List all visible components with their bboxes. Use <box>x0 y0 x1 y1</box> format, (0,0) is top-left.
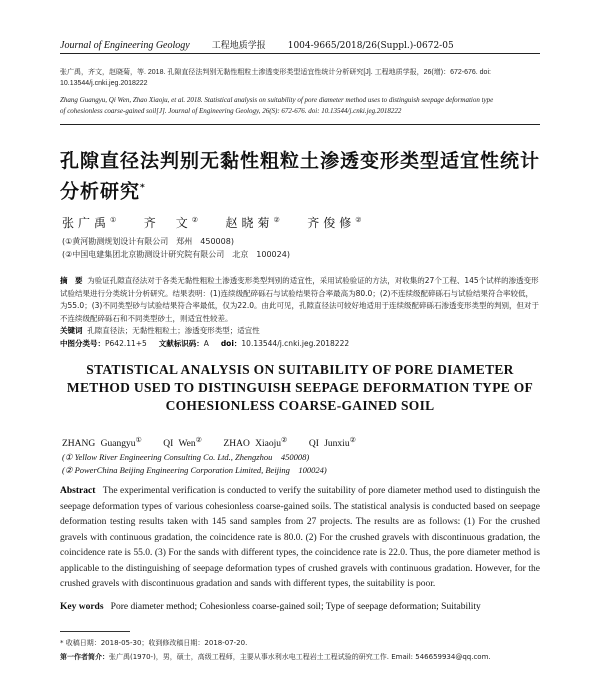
footnote-rule <box>60 631 130 632</box>
issue-code: 1004-9665/2018/26(Suppl.)-0672-05 <box>287 41 454 51</box>
footnote-bio-label: 第一作者简介： <box>60 653 109 661</box>
citation-rule <box>60 124 540 125</box>
en-author: ZHANG Guangyu① <box>62 436 142 450</box>
en-keywords-label: Key words <box>60 602 104 612</box>
cn-affiliation: (②中国电建集团北京勘测设计研究院有限公司 北京 100024) <box>62 250 290 259</box>
cn-author: 张广禹① <box>62 216 121 230</box>
cn-title-footnote-mark: * <box>140 183 146 193</box>
citation-en <box>60 95 540 117</box>
cn-title <box>60 148 540 205</box>
cn-keywords: 孔隙直径法；无黏性粗粒土；渗透变形类型；适宜性 <box>87 326 260 335</box>
cn-authors <box>62 214 366 231</box>
en-affiliation: (① Yellow River Engineering Consulting Co. Ltd., Zhengzhou 450008) <box>62 452 310 462</box>
en-abstract-text: The experimental verification is conducted to verify the suitability of pore diameter method used to distinguish the seepage deformation types of various cohesionless coarse-gained soils. The statistical analysis is conducted based on seepage deformation testing results taken with 145 sand samples from 27 projects. The results are as follows: (1) For the crushed gravels with continuous gradation, the coincidence rate is 80.0. (2) For the crushed gravels with discontinuous gradation, the coincidence rate is 55.0. (3) For the sands with different types, the coincidence rate is 22.0. Thus, the pore diameter method is applicable to the distinguishing of seepage deformation types of crushed gravels with continuous gradation. However, for the crushed gravels with discontinuous gradation and sands with different types, the suitability is poor. <box>60 486 541 589</box>
citation-en-line-2: of cohesionless coarse-gained soil[J]. Journal of Engineering Geology, 26(S): 672-676. doi: 10.13544/j.cnki.jeg.2018222 <box>60 107 402 115</box>
citation-en-line-1: Zhang Guangyu, Qi Wen, Zhao Xiaoju, et al. 2018. Statistical analysis on suitability of pore diameter method uses to distinguish seepage deformation type <box>60 96 494 104</box>
en-author: QI Junxiu② <box>308 436 356 450</box>
cn-classification: 中图分类号：P642.11+5 文献标识码：A doi：10.13544/j.cnki.jeg.2018222 <box>60 338 350 348</box>
en-authors <box>62 436 356 449</box>
footnote-received: * 收稿日期：2018-05-30；收到修改稿日期：2018-07-20. <box>60 639 248 647</box>
citation-cn-line-1: 张广禹，齐文，赵晓菊，等. 2018. 孔隙直径法判别无黏性粗粒土渗透变形类型适宜性统计分析研究[J]. 工程地质学报，26(增)：672-676. doi: <box>60 69 491 76</box>
en-author: ZHAO Xiaoju② <box>223 436 288 450</box>
en-keywords <box>60 602 550 612</box>
header-rule <box>60 53 540 54</box>
cn-author: 齐 文② <box>143 216 203 230</box>
en-abstract <box>60 484 540 593</box>
cn-keywords-label: 关键词 <box>60 326 83 335</box>
en-author: QI Wen② <box>163 436 202 450</box>
footnote-bio <box>60 652 491 662</box>
cn-affiliation: (①黄河勘测规划设计有限公司 郑州 450008) <box>62 237 234 246</box>
footnote-bio-text: 张广禹(1970-)，男，硕士，高级工程师，主要从事水利水电工程岩土工程试验的研究工作. Email: 546659934@qq.com. <box>109 653 491 661</box>
cn-abstract-label: 摘 要 <box>60 276 83 285</box>
journal-name: Journal of Engineering Geology <box>60 40 190 51</box>
cn-abstract <box>60 275 540 350</box>
cn-author: 齐俊修② <box>307 216 366 230</box>
en-abstract-label: Abstract <box>60 486 96 496</box>
cn-title-text: 孔隙直径法判别无黏性粗粒土渗透变形类型适宜性统计分析研究 <box>60 150 541 203</box>
cn-abstract-text: 为验证孔隙直径法对于各类无黏性粗粒土渗透变形类型判别的适宜性，采用试验验证的方法，对收集的27个工程、145个试样的渗透变形试验结果进行分类统计分析研究。结果表明：(1)连续级配碎砾石与试验结果符合率最高为80.0；(2)不连续级配碎砾石与试验结果符合率较低，为55.0；(3)不同类型砂与试验结果符合率最低，仅为22.0。由此可见，孔隙直径法可较好地适用于连续级配碎砾石渗透变形类型的判别，但对于不连续级配碎砾石和不同类型砂土，则适宜性较差。 <box>60 276 540 323</box>
en-title: STATISTICAL ANALYSIS ON SUITABILITY OF PORE DIAMETER METHOD USED TO DISTINGUISH SEEPAGE DEFORMATION TYPE OF COHESIONLESS COARSE-GAINED SOIL <box>66 362 534 413</box>
en-affiliation: (② PowerChina Beijing Engineering Corporation Limited, Beijing 100024) <box>62 465 327 475</box>
cn-author: 赵晓菊② <box>225 216 284 230</box>
journal-name-cn: 工程地质学报 <box>211 41 266 51</box>
citation-cn-line-2: 10.13544/j.cnki.jeg.2018222 <box>60 80 148 87</box>
running-header <box>60 38 540 51</box>
en-keywords-text: Pore diameter method; Cohesionless coarse-gained soil; Type of seepage deformation; Suitability <box>110 602 481 612</box>
citation-cn <box>60 67 540 89</box>
